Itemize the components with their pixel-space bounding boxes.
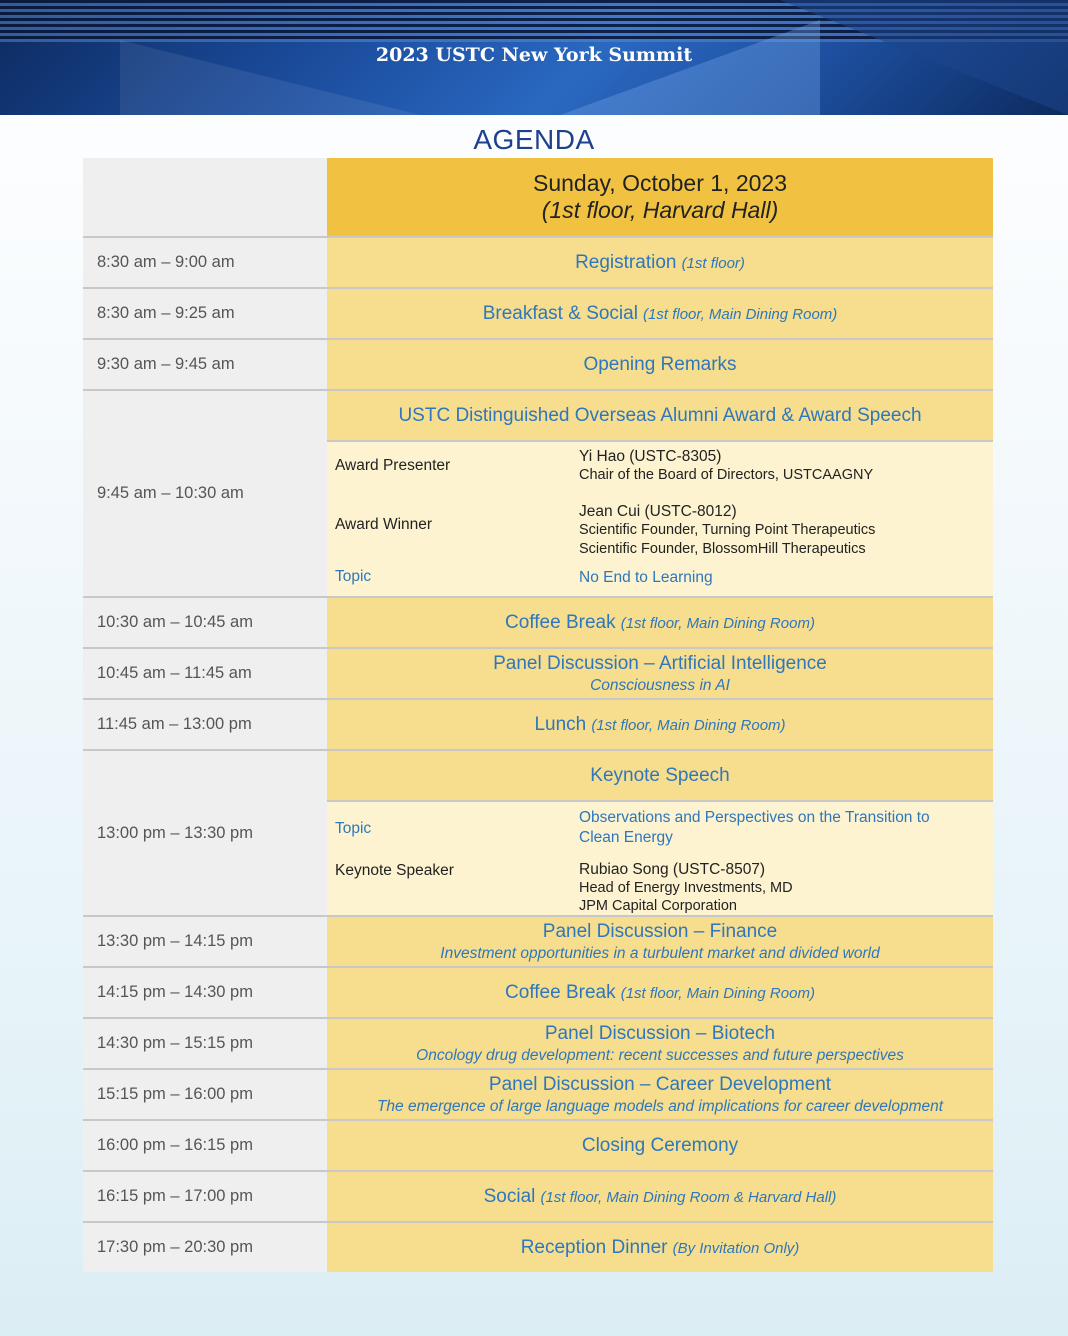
topic-label: Topic (335, 568, 372, 585)
event-cell (327, 1223, 993, 1272)
topic-line: Clean Energy (579, 829, 673, 846)
agenda-row (83, 1019, 993, 1068)
presenter-name: Yi Hao (USTC-8305) (579, 448, 722, 465)
event-title: Coffee Break (505, 981, 616, 1003)
winner-label: Award Winner (335, 516, 433, 533)
time-cell: 8:30 am – 9:25 am (83, 289, 327, 338)
event-note: (1st floor) (681, 254, 745, 272)
event-title: Coffee Break (505, 611, 616, 633)
event-title: USTC Distinguished Overseas Alumni Award & Award Speech (398, 404, 922, 426)
event-note: (1st floor, Main Dining Room) (591, 716, 786, 734)
agenda-row (83, 1121, 993, 1170)
speaker-role: Head of Energy Investments, MD (579, 880, 793, 896)
agenda-row (83, 1172, 993, 1221)
event-subtitle: Investment opportunities in a turbulent market and divided world (440, 944, 880, 962)
event-title: Panel Discussion – Biotech (544, 1022, 776, 1044)
event-cell (327, 649, 993, 698)
award-details (327, 442, 993, 596)
agenda-row (83, 340, 993, 389)
speaker-info (579, 861, 793, 915)
event-cell (327, 700, 993, 749)
time-cell: 14:15 pm – 14:30 pm (83, 968, 327, 1017)
event-subtitle: Consciousness in AI (590, 676, 730, 694)
event-cell (327, 917, 993, 966)
event-cell (327, 968, 993, 1017)
event-note: (1st floor, Main Dining Room) (643, 305, 838, 323)
event-note: (By Invitation Only) (672, 1239, 800, 1257)
event-title: Lunch (534, 713, 587, 735)
time-cell: 17:30 pm – 20:30 pm (83, 1223, 327, 1272)
time-cell: 14:30 pm – 15:15 pm (83, 1019, 327, 1068)
speaker-label: Keynote Speaker (335, 862, 454, 879)
day-date: Sunday, October 1, 2023 (532, 170, 788, 196)
agenda-row (83, 598, 993, 647)
event-title: Opening Remarks (583, 353, 737, 375)
keynote-details (327, 802, 993, 915)
event-title: Panel Discussion – Career Development (488, 1073, 832, 1095)
event-cell (327, 1121, 993, 1170)
speaker-role: JPM Capital Corporation (579, 898, 737, 914)
agenda-row (83, 289, 993, 338)
agenda-row (83, 649, 993, 698)
agenda-row (83, 238, 993, 287)
event-note: (1st floor, Main Dining Room) (620, 614, 815, 632)
table-header-row (83, 158, 993, 236)
agenda-title: AGENDA (473, 124, 595, 155)
agenda-row (83, 1070, 993, 1119)
agenda-row (83, 968, 993, 1017)
event-cell (327, 391, 993, 440)
winner-name: Jean Cui (USTC-8012) (579, 503, 737, 520)
event-cell (327, 289, 993, 338)
event-cell (327, 340, 993, 389)
day-location: (1st floor, Harvard Hall) (541, 197, 779, 223)
time-cell: 11:45 am – 13:00 pm (83, 700, 327, 749)
banner-title: 2023 USTC New York Summit (375, 44, 693, 66)
time-cell: 16:15 pm – 17:00 pm (83, 1172, 327, 1221)
event-cell (327, 1019, 993, 1068)
time-cell: 10:45 am – 11:45 am (83, 649, 327, 698)
agenda-row (83, 700, 993, 749)
event-title: Panel Discussion – Finance (542, 920, 778, 942)
event-cell (327, 238, 993, 287)
event-note: (1st floor, Main Dining Room & Harvard Hall) (540, 1188, 837, 1206)
agenda-row (83, 391, 993, 596)
time-cell: 13:30 pm – 14:15 pm (83, 917, 327, 966)
event-cell (327, 751, 993, 800)
presenter-label: Award Presenter (335, 457, 451, 474)
agenda-row (83, 751, 993, 915)
presenter-role: Chair of the Board of Directors, USTCAAGNY (579, 467, 874, 483)
event-cell (327, 1172, 993, 1221)
topic-value (579, 808, 930, 848)
time-cell: 15:15 pm – 16:00 pm (83, 1070, 327, 1119)
winner-role: Scientific Founder, Turning Point Therapeutics (579, 522, 876, 538)
presenter-info (579, 447, 873, 485)
time-cell: 8:30 am – 9:00 am (83, 238, 327, 287)
topic-value: No End to Learning (579, 569, 713, 586)
event-title: Social (483, 1185, 536, 1207)
time-cell: 16:00 pm – 16:15 pm (83, 1121, 327, 1170)
event-subtitle: The emergence of large language models and implications for career development (376, 1097, 944, 1115)
winner-info (579, 502, 875, 559)
time-cell: 9:30 am – 9:45 am (83, 340, 327, 389)
summit-banner (0, 0, 1068, 115)
event-cell (327, 598, 993, 647)
event-title: Reception Dinner (520, 1236, 668, 1258)
event-title: Breakfast & Social (482, 302, 638, 324)
event-cell (327, 1070, 993, 1119)
winner-role: Scientific Founder, BlossomHill Therapeutics (579, 541, 866, 557)
topic-line: Observations and Perspectives on the Transition to (579, 809, 930, 826)
event-title: Closing Ceremony (581, 1134, 739, 1156)
agenda-row (83, 917, 993, 966)
day-header (327, 158, 993, 236)
event-title: Panel Discussion – Artificial Intelligence (493, 652, 827, 674)
event-title: Registration (575, 251, 677, 273)
agenda-row (83, 1223, 993, 1272)
event-title: Keynote Speech (590, 764, 730, 786)
time-cell: 13:00 pm – 13:30 pm (83, 751, 327, 915)
time-cell: 9:45 am – 10:30 am (83, 391, 327, 596)
topic-label: Topic (335, 820, 372, 837)
header-empty-cell (83, 158, 327, 236)
event-subtitle: Oncology drug development: recent successes and future perspectives (416, 1046, 904, 1064)
time-cell: 10:30 am – 10:45 am (83, 598, 327, 647)
speaker-name: Rubiao Song (USTC-8507) (579, 861, 766, 878)
event-note: (1st floor, Main Dining Room) (620, 984, 815, 1002)
